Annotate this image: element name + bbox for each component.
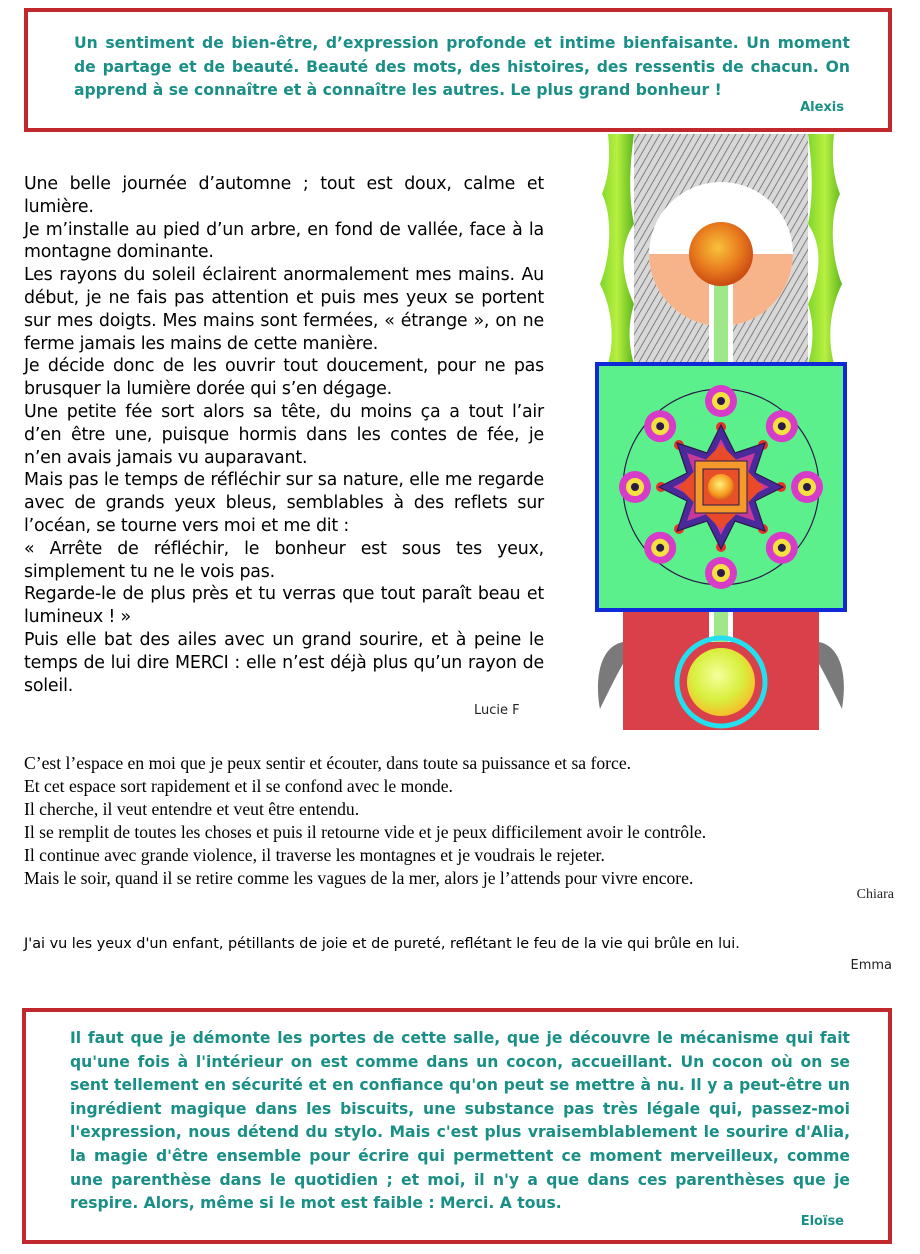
- alexis-quote-box: [24, 8, 892, 132]
- lucie-paragraph: Puis elle bat des ailes avec un grand sourire, et à peine le temps de lui dire MERCI : elle n’est déjà plus qu’un rayon de soleil.: [24, 629, 544, 696]
- chiara-signature: Chiara: [856, 887, 894, 902]
- emma-signature: Emma: [850, 958, 892, 973]
- lucie-paragraph: Les rayons du soleil éclairent anormalement mes mains. Au début, je ne fais pas attention et puis mes yeux se portent sur mes doigts. Mes mains sont fermées, « étrange », on ne ferme jamais les mains de cette manière.: [24, 265, 544, 354]
- chiara-line: Il cherche, il veut entendre et veut être entendu.: [24, 798, 360, 819]
- lucie-paragraph: Une belle journée d’automne ; tout est doux, calme et lumière.: [24, 174, 544, 217]
- eloise-signature: Eloïse: [800, 1214, 844, 1229]
- chiara-text: [24, 752, 884, 889]
- chiara-line: Mais le soir, quand il se retire comme les vagues de la mer, alors je l’attends pour vivre encore.: [24, 867, 694, 888]
- lucie-text: [24, 173, 544, 697]
- lucie-paragraph: Je décide donc de les ouvrir tout doucement, pour ne pas brusquer la lumière dorée qui s’en dégage.: [24, 356, 544, 400]
- lucie-paragraph: Regarde-le de plus près et tu verras que tout paraît beau et lumineux ! »: [24, 584, 544, 628]
- lucie-signature: Lucie F: [474, 703, 520, 718]
- emma-text: J'ai vu les yeux d'un enfant, pétillants de joie et de pureté, reflétant le feu de la vie qui brûle en lui.: [24, 936, 740, 952]
- chiara-line: Il se remplit de toutes les choses et puis il retourne vide et je peux difficilement avoir le contrôle.: [24, 821, 707, 842]
- chiara-line: C’est l’espace en moi que je peux sentir et écouter, dans toute sa puissance et sa force.: [24, 753, 632, 773]
- chiara-line: Il continue avec grande violence, il traverse les montagnes et je voudrais le rejeter.: [24, 844, 605, 865]
- lucie-paragraph: Je m’installe au pied d’un arbre, en fond de vallée, face à la montagne dominante.: [24, 219, 544, 263]
- chiara-line: Et cet espace sort rapidement et il se confond avec le monde.: [24, 775, 453, 796]
- mandala-totem-illustration: [590, 134, 852, 730]
- lucie-paragraph: « Arrête de réfléchir, le bonheur est sous tes yeux, simplement tu ne le vois pas.: [24, 538, 544, 582]
- lucie-paragraph: Une petite fée sort alors sa tête, du moins ça a tout l’air d’en être une, puisque hormis dans les contes de fée, je n’en avais jamais vu auparavant.: [24, 401, 544, 468]
- lucie-paragraph: Mais pas le temps de réfléchir sur sa nature, elle me regarde avec de grands yeux bleus, semblables à des reflets sur l’océan, se tourne vers moi et me dit :: [24, 470, 544, 536]
- eloise-quote-box: [22, 1008, 892, 1244]
- alexis-quote-text: Un sentiment de bien-être, d’expression profonde et intime bienfaisante. Un moment de partage et de beauté. Beauté des mots, des histoires, des ressentis de chacun. On apprend à se connaître et à connaître les autres. Le plus grand bonheur !: [74, 34, 850, 99]
- eloise-quote-text: Il faut que je démonte les portes de cette salle, que je découvre le mécanisme qui fait qu'une fois à l'intérieur on est comme dans un cocon, accueillant. Un cocon où on se sent tellement en sécurité et en confiance qu'on peut se mettre à nu. Il y a peut-être un ingrédient magique dans les biscuits, une substance pas très légale qui, passez-moi l'expression, nous détend du stylo. Mais c'est plus vraisemblablement le sourire d'Alia, la magie d'être ensemble pour écrire qui permettent ce moment merveilleux, comme une parenthèse dans le quotidien ; et moi, il n'y a que dans ces parenthèses que je respire. Alors, même si le mot est faible : Merci. A tous.: [70, 1029, 850, 1213]
- alexis-signature: Alexis: [800, 100, 844, 115]
